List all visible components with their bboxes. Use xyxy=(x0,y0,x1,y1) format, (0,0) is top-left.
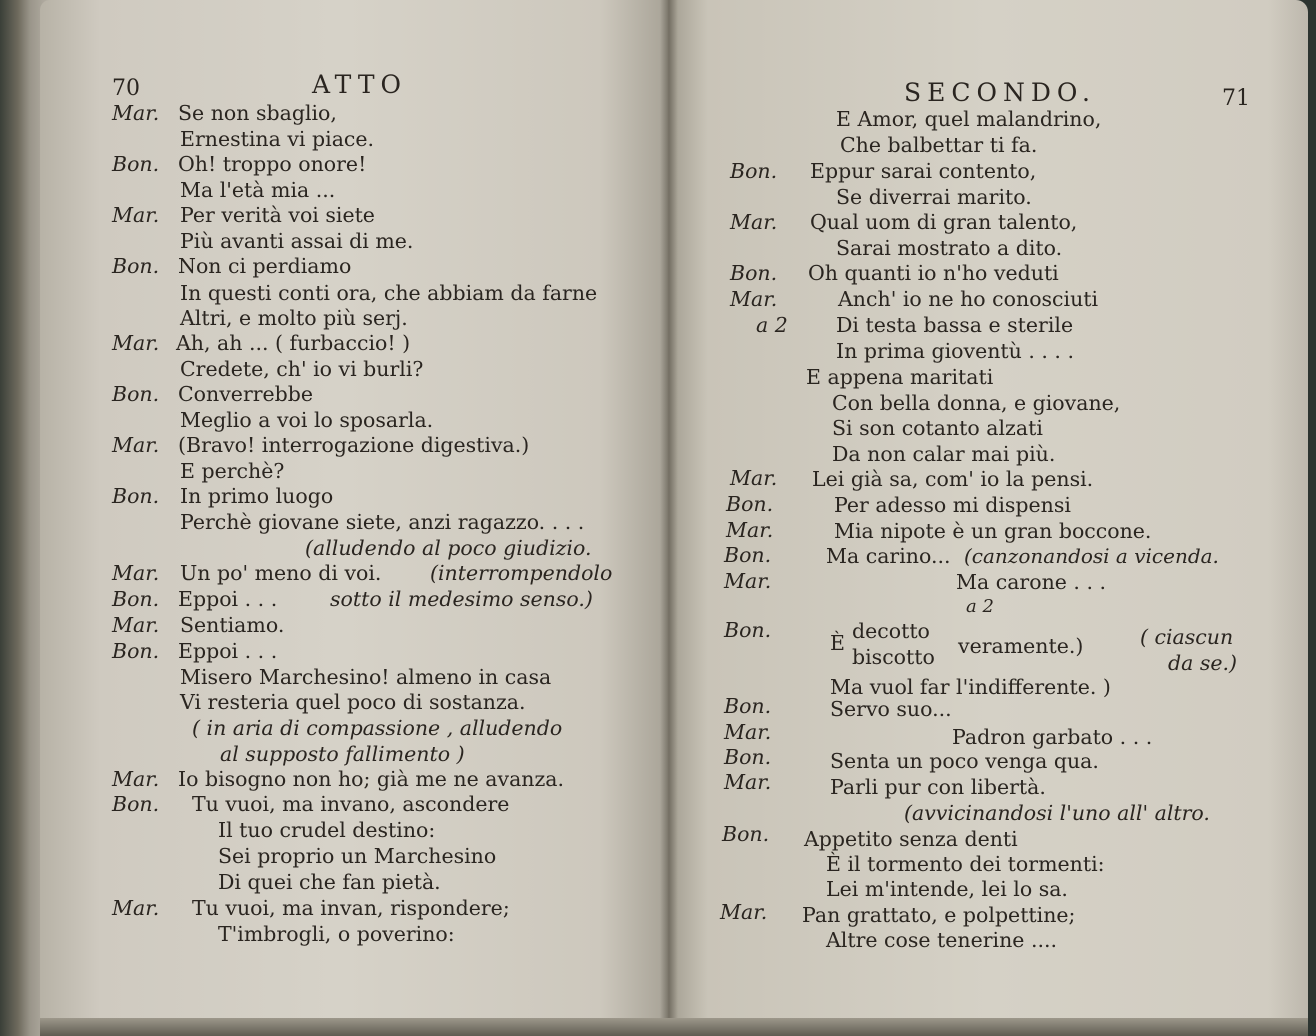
text-line: Tu vuoi, ma invan, rispondere; xyxy=(192,896,510,920)
speaker-label: Mar. xyxy=(112,331,160,355)
text-line: Lei m'intende, lei lo sa. xyxy=(826,877,1068,901)
text-line: Pan grattato, e polpettine; xyxy=(802,903,1076,927)
text-line: Padron garbato . . . xyxy=(952,725,1153,749)
stage-direction: (avvicinandosi l'uno all' altro. xyxy=(904,801,1210,825)
speaker-label: Bon. xyxy=(730,261,778,285)
text-line: In questi conti ora, che abbiam da farne xyxy=(180,281,598,305)
text-line: E appena maritati xyxy=(806,365,994,389)
stage-direction: da se.) xyxy=(1168,651,1238,675)
text-line: Oh quanti io n'ho veduti xyxy=(808,261,1059,285)
text-line: Credete, ch' io vi burli? xyxy=(180,357,424,381)
right-running-head: SECONDO. xyxy=(904,78,1096,107)
text-line: Se non sbaglio, xyxy=(178,101,337,125)
text-line: Ma vuol far l'indifferente. ) xyxy=(830,675,1111,699)
text-line: Parli pur con libertà. xyxy=(830,775,1046,799)
speaker-label: Mar. xyxy=(112,896,160,920)
speaker-label: Mar. xyxy=(724,770,772,794)
speaker-label: Mar. xyxy=(726,518,774,542)
speaker-label: Bon. xyxy=(112,484,160,508)
speaker-label: Mar. xyxy=(730,466,778,490)
text-line: Ernestina vi piace. xyxy=(180,127,375,151)
text-line: Mia nipote è un gran boccone. xyxy=(834,519,1152,543)
text-line: Più avanti assai di me. xyxy=(180,229,414,253)
text-line: Lei già sa, com' io la pensi. xyxy=(812,467,1094,491)
text-line: Da non calar mai più. xyxy=(832,442,1056,466)
text-line: In prima gioventù . . . . xyxy=(836,339,1074,363)
speaker-label: Mar. xyxy=(724,720,772,744)
stage-direction: (canzonandosi a vicenda. xyxy=(964,544,1219,568)
speaker-label: Bon. xyxy=(726,492,774,516)
text-line: (Bravo! interrogazione digestiva.) xyxy=(178,433,530,457)
text-line: Eppur sarai contento, xyxy=(810,159,1037,183)
book-gutter xyxy=(660,0,678,1036)
text-line: Servo suo... xyxy=(830,697,952,721)
text-line: Altre cose tenerine .... xyxy=(826,928,1058,952)
speaker-label: Mar. xyxy=(730,287,778,311)
text-line: E perchè? xyxy=(180,459,285,483)
text-line: Ma l'età mia ... xyxy=(180,178,336,202)
right-page-number: 71 xyxy=(1222,86,1250,111)
text-line: E Amor, quel malandrino, xyxy=(836,107,1102,131)
text-line: Meglio a voi lo sposarla. xyxy=(180,408,434,432)
text-line: Qual uom di gran talento, xyxy=(810,210,1078,234)
speaker-label: Bon. xyxy=(112,792,160,816)
text-line: Tu vuoi, ma invano, ascondere xyxy=(192,792,510,816)
text-line: Perchè giovane siete, anzi ragazzo. . . . xyxy=(180,510,585,534)
text-line: Che balbettar ti fa. xyxy=(840,133,1038,157)
speaker-label: Bon. xyxy=(112,254,160,278)
stage-direction: sotto il medesimo senso.) xyxy=(330,587,593,611)
text-line: Se diverrai marito. xyxy=(836,185,1032,209)
speaker-label: Mar. xyxy=(112,101,160,125)
text-line: Il tuo crudel destino: xyxy=(218,818,436,842)
text-line: Sarai mostrato a dito. xyxy=(836,236,1063,260)
text-line: Anch' io ne ho conosciuti xyxy=(838,287,1099,311)
speaker-label: Bon. xyxy=(724,694,772,718)
text-line: Io bisogno non ho; già me ne avanza. xyxy=(178,767,565,791)
text-line: Per verità voi siete xyxy=(180,203,375,227)
stage-direction: ( ciascun xyxy=(1140,625,1234,649)
text-line: Per adesso mi dispensi xyxy=(834,493,1071,517)
speaker-label: a 2 xyxy=(756,313,788,337)
a-due-label: a 2 xyxy=(966,596,994,617)
stage-direction: (alludendo al poco giudizio. xyxy=(305,536,592,560)
left-running-head: ATTO xyxy=(312,70,407,99)
text-line: Altri, e molto più serj. xyxy=(180,306,408,330)
speaker-label: Mar. xyxy=(112,561,160,585)
text-line: È il tormento dei tormenti: xyxy=(826,852,1105,876)
speaker-label: Bon. xyxy=(112,152,160,176)
left-page-number: 70 xyxy=(112,76,140,101)
text-line: Misero Marchesino! almeno in casa xyxy=(180,665,552,689)
text-line: veramente.) xyxy=(958,634,1084,658)
speaker-label: Bon. xyxy=(112,587,160,611)
text-line: Di testa bassa e sterile xyxy=(836,313,1074,337)
text-line: Converrebbe xyxy=(178,382,314,406)
stage-direction: (interrompendolo xyxy=(430,561,613,585)
text-line: È xyxy=(830,631,845,655)
speaker-label: Mar. xyxy=(724,569,772,593)
text-line: Oh! troppo onore! xyxy=(178,152,367,176)
text-line: Sentiamo. xyxy=(180,613,285,637)
speaker-label: Bon. xyxy=(724,745,772,769)
text-line: Ah, ah ... ( furbaccio! ) xyxy=(176,331,411,355)
text-line: Eppoi . . . xyxy=(178,639,278,663)
text-line: Eppoi . . . xyxy=(178,587,278,611)
text-line: Non ci perdiamo xyxy=(178,254,352,278)
text-line: Un po' meno di voi. xyxy=(180,561,382,585)
text-line: Di quei che fan pietà. xyxy=(218,870,441,894)
speaker-label: Bon. xyxy=(724,618,772,642)
speaker-label: Bon. xyxy=(722,822,770,846)
text-line: T'imbrogli, o poverino: xyxy=(218,922,455,946)
text-line: decotto xyxy=(852,619,930,643)
text-line: Si son cotanto alzati xyxy=(832,416,1043,440)
text-line: Con bella donna, e giovane, xyxy=(832,391,1121,415)
speaker-label: Bon. xyxy=(724,543,772,567)
text-line: Appetito senza denti xyxy=(804,827,1018,851)
stage-direction: al supposto fallimento ) xyxy=(220,742,465,766)
text-line: Vi resteria quel poco di sostanza. xyxy=(180,690,526,714)
text-line: In primo luogo xyxy=(180,484,334,508)
stage-direction: ( in aria di compassione , alludendo xyxy=(192,716,563,740)
speaker-label: Mar. xyxy=(112,433,160,457)
text-line: Ma carone . . . xyxy=(956,570,1107,594)
speaker-label: Bon. xyxy=(112,382,160,406)
speaker-label: Bon. xyxy=(730,159,778,183)
speaker-label: Mar. xyxy=(730,210,778,234)
text-line: Ma carino... xyxy=(826,544,951,568)
book-bottom-edge xyxy=(40,1018,1308,1036)
speaker-label: Mar. xyxy=(112,203,160,227)
speaker-label: Bon. xyxy=(112,639,160,663)
speaker-label: Mar. xyxy=(112,767,160,791)
text-line: biscotto xyxy=(852,645,935,669)
speaker-label: Mar. xyxy=(112,613,160,637)
text-line: Senta un poco venga qua. xyxy=(830,749,1099,773)
speaker-label: Mar. xyxy=(720,900,768,924)
text-line: Sei proprio un Marchesino xyxy=(218,844,497,868)
